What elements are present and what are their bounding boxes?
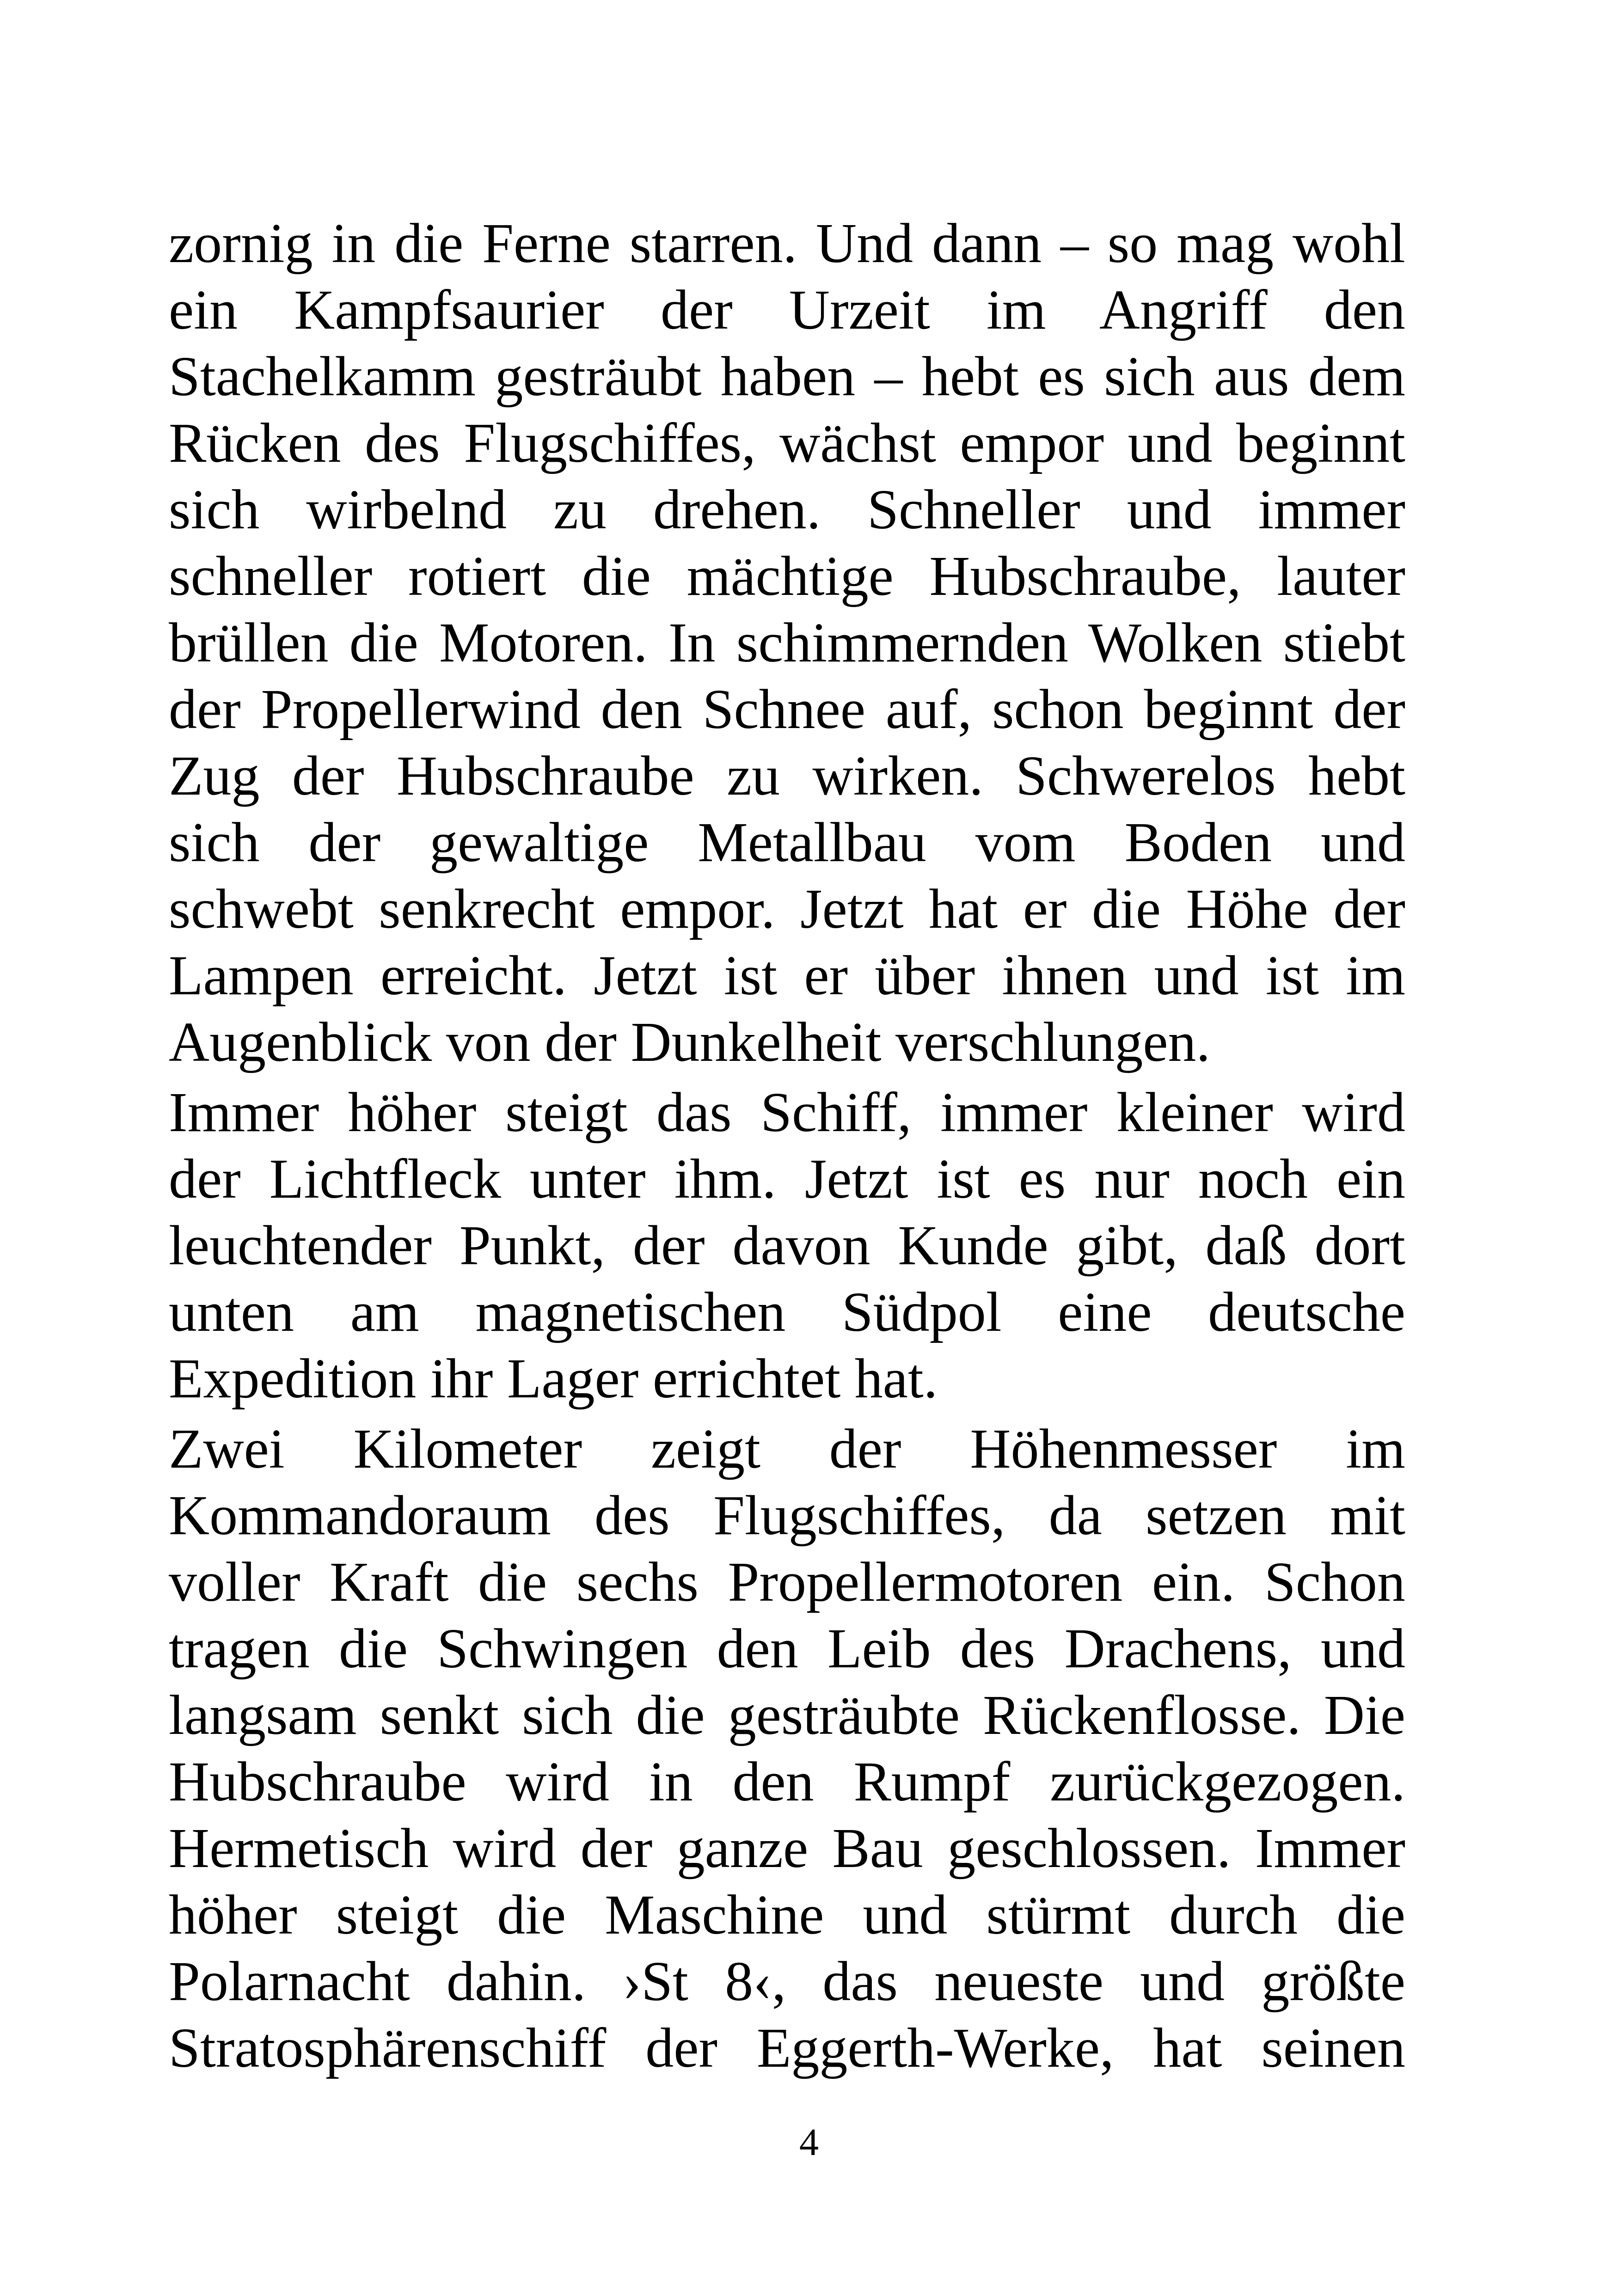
text-line: Expedition ihr Lager errichtet hat. bbox=[169, 1347, 938, 1410]
paragraph-1 bbox=[169, 210, 1405, 1076]
text-line: schwebt senkrecht empor. Jetzt hat er die Höhe der bbox=[169, 878, 1405, 940]
text-line: brüllen die Motoren. In schimmernden Wolken stiebt bbox=[169, 612, 1405, 674]
text-line: Zug der Hubschraube zu wirken. Schwerelos hebt bbox=[169, 745, 1405, 807]
page-number: 4 bbox=[799, 2121, 819, 2164]
text-line: Hermetisch wird der ganze Bau geschlossen. Immer bbox=[169, 1817, 1405, 1880]
text-line: unten am magnetischen Südpol eine deutsche bbox=[169, 1281, 1405, 1343]
text-line: sich wirbelnd zu drehen. Schneller und immer bbox=[169, 478, 1405, 541]
text-line: langsam senkt sich die gesträubte Rückenflosse. Die bbox=[169, 1684, 1405, 1746]
text-line: Rücken des Flugschiffes, wächst empor und beginnt bbox=[169, 412, 1405, 474]
text-line: tragen die Schwingen den Leib des Drachens, und bbox=[169, 1617, 1405, 1680]
text-line: voller Kraft die sechs Propellermotoren ein. Schon bbox=[169, 1551, 1405, 1613]
paragraph-3 bbox=[169, 1416, 1405, 2082]
text-line: Hubschraube wird in den Rumpf zurückgezogen. bbox=[169, 1751, 1405, 1813]
text-line: leuchtender Punkt, der davon Kunde gibt, daß dort bbox=[169, 1214, 1405, 1277]
text-line: ein Kampfsaurier der Urzeit im Angriff den bbox=[169, 279, 1405, 341]
text-line: höher steigt die Maschine und stürmt durch die bbox=[169, 1884, 1405, 1946]
text-line: Polarnacht dahin. ›St 8‹, das neueste und größte bbox=[169, 1950, 1405, 2013]
text-line: der Propellerwind den Schnee auf, schon beginnt der bbox=[169, 678, 1405, 741]
text-line: Kommandoraum des Flugschiffes, da setzen mit bbox=[169, 1484, 1405, 1547]
text-line: sich der gewaltige Metallbau vom Boden und bbox=[169, 811, 1405, 874]
text-line: Immer höher steigt das Schiff, immer kleiner wird bbox=[169, 1081, 1405, 1144]
text-line: Stratosphärenschiff der Eggerth-Werke, hat seinen bbox=[169, 2017, 1405, 2079]
body-text bbox=[169, 210, 1405, 2085]
text-line: Zwei Kilometer zeigt der Höhenmesser im bbox=[169, 1418, 1405, 1480]
text-line: Stachelkamm gesträubt haben – hebt es sich aus dem bbox=[169, 345, 1405, 408]
text-line: der Lichtfleck unter ihm. Jetzt ist es nur noch ein bbox=[169, 1148, 1405, 1210]
text-line: schneller rotiert die mächtige Hubschraube, lauter bbox=[169, 545, 1405, 607]
text-line: zornig in die Ferne starren. Und dann – so mag wohl bbox=[169, 212, 1405, 275]
text-line: Augenblick von der Dunkelheit verschlungen. bbox=[169, 1011, 1211, 1073]
text-line: Lampen erreicht. Jetzt ist er über ihnen und ist im bbox=[169, 944, 1405, 1007]
paragraph-2 bbox=[169, 1079, 1405, 1412]
